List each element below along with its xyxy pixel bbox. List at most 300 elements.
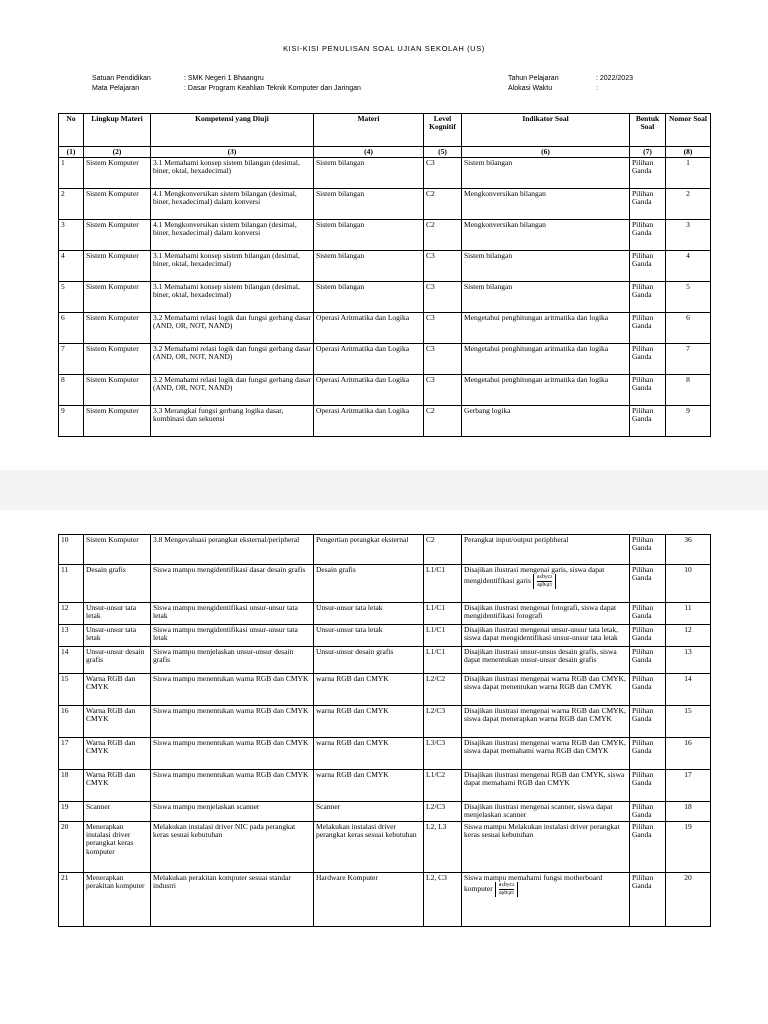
table-row — [59, 802, 711, 822]
cell-indikator — [462, 158, 630, 189]
cell-lingkup-text: Scanner — [86, 802, 111, 811]
cell-nomor — [666, 822, 711, 873]
cell-kompetensi — [151, 251, 314, 282]
cell-no — [59, 406, 84, 437]
cell-materi-text: Desain grafis — [316, 565, 356, 574]
cell-level-text: C2 — [426, 220, 435, 230]
cell-no-text: 13 — [61, 625, 69, 634]
cell-lingkup-text: Sistem Komputer — [86, 375, 139, 385]
meta-row-tahun — [508, 74, 633, 84]
cell-nomor — [666, 344, 711, 375]
cell-lingkup-text: Menerapkan instalasi driver perangkat keras komputer — [86, 822, 134, 856]
cell-no — [59, 738, 84, 770]
cell-no-text: 7 — [61, 344, 65, 354]
kisi-table-2 — [58, 534, 711, 927]
cell-nomor — [666, 625, 711, 647]
table-row — [59, 158, 711, 189]
cell-no-text: 20 — [61, 822, 69, 831]
meta-value: : Dasar Program Keahlian Teknik Komputer dan Jaringan — [184, 85, 361, 92]
cell-indikator — [462, 406, 630, 437]
cell-lingkup — [84, 674, 151, 706]
cell-materi — [314, 802, 424, 822]
cell-bentuk — [630, 565, 666, 603]
cell-bentuk-text: Pilihan Ganda — [632, 313, 654, 331]
cell-materi — [314, 313, 424, 344]
table-row — [59, 674, 711, 706]
cell-indikator-text: Siswa mampu Melakukan instalasi driver perangkat keras sesuai kebutuhan — [464, 822, 620, 840]
cell-bentuk-text: Pilihan Ganda — [632, 565, 654, 583]
table-row — [59, 873, 711, 927]
cell-lingkup-text: Warna RGB dan CMYK — [86, 706, 136, 724]
cell-level — [424, 625, 462, 647]
cell-kompetensi-text: Siswa mampu mengidentifikasi unsur-unsur tata letak — [153, 603, 298, 621]
cell-kompetensi-text: Siswa mampu mengidentifikasi unsur-unsur tata letak — [153, 625, 298, 643]
cell-indikator — [462, 344, 630, 375]
cell-nomor-text: 9 — [686, 406, 690, 416]
cell-no-text: 1 — [61, 158, 65, 168]
cell-indikator-text: Disajikan ilustrasi mengenai RGB dan CMYK, siswa dapat memahami RGB dan CMYK — [464, 770, 625, 788]
cell-no — [59, 822, 84, 873]
cell-kompetensi — [151, 406, 314, 437]
cell-no-text: 2 — [61, 189, 65, 199]
cell-no — [59, 158, 84, 189]
cell-nomor — [666, 647, 711, 674]
cell-bentuk-text: Pilihan Ganda — [632, 603, 654, 621]
cell-materi — [314, 674, 424, 706]
cell-indikator — [462, 873, 630, 927]
cell-no — [59, 220, 84, 251]
cell-nomor — [666, 535, 711, 565]
cell-level-text: C3 — [426, 344, 435, 354]
cell-nomor-text: 19 — [684, 822, 692, 831]
cell-bentuk — [630, 603, 666, 625]
cell-indikator-text: Mengetahui penghitungan aritmatika dan logika — [464, 375, 609, 385]
cell-no-text: 17 — [61, 738, 69, 747]
cell-materi-text: Sistem bilangan — [316, 282, 365, 292]
cell-kompetensi-text: 3.2 Memahami relasi logik dan fungsi gerbang dasar (AND, OR, NOT, NAND) — [153, 313, 311, 331]
cell-lingkup-text: Sistem Komputer — [86, 251, 139, 261]
cell-level — [424, 674, 462, 706]
cell-no-text: 12 — [61, 603, 69, 612]
cell-materi-text: warna RGB dan CMYK — [316, 770, 389, 779]
cell-lingkup — [84, 802, 151, 822]
cell-level — [424, 706, 462, 738]
table-row — [59, 406, 711, 437]
cell-nomor-text: 16 — [684, 738, 692, 747]
table-row — [59, 603, 711, 625]
table-row — [59, 625, 711, 647]
cell-level-text: L1/C1 — [426, 625, 446, 634]
cell-lingkup — [84, 344, 151, 375]
cell-kompetensi-text: 4.1 Mengkonversikan sistem bilangan (desimal, biner, hexadecimal) dalam konversi — [153, 220, 297, 238]
cell-no — [59, 873, 84, 927]
cell-nomor — [666, 603, 711, 625]
cell-indikator — [462, 220, 630, 251]
cell-bentuk — [630, 282, 666, 313]
col-header-bentuk: Bentuk Soal — [630, 114, 666, 147]
cell-no-text: 19 — [61, 802, 69, 811]
cell-kompetensi — [151, 770, 314, 802]
cell-lingkup — [84, 625, 151, 647]
table-row — [59, 647, 711, 674]
cell-materi-text: Melakukan instalasi driver perangkat keras sesuai kebutuhan — [316, 822, 417, 840]
cell-nomor-text: 4 — [686, 251, 690, 261]
formula-icon: $\frac{a^xb^yc^z}{a^pb^qc^r}$ — [495, 882, 519, 897]
cell-lingkup — [84, 375, 151, 406]
cell-lingkup-text: Warna RGB dan CMYK — [86, 738, 136, 756]
cell-bentuk — [630, 158, 666, 189]
table-row — [59, 738, 711, 770]
cell-no — [59, 535, 84, 565]
cell-lingkup — [84, 189, 151, 220]
cell-level — [424, 647, 462, 674]
cell-no — [59, 375, 84, 406]
cell-level — [424, 406, 462, 437]
table-row — [59, 220, 711, 251]
col-number: (5) — [424, 147, 462, 158]
cell-nomor-text: 2 — [686, 189, 690, 199]
table-header-row — [59, 114, 711, 147]
cell-indikator-text: Mengkonversikan bilangan — [464, 220, 546, 230]
cell-lingkup — [84, 603, 151, 625]
cell-indikator — [462, 625, 630, 647]
cell-indikator-text: Sistem bilangan — [464, 158, 513, 168]
cell-level — [424, 822, 462, 873]
cell-no — [59, 625, 84, 647]
cell-nomor-text: 6 — [686, 313, 690, 323]
cell-lingkup-text: Desain grafis — [86, 565, 126, 574]
cell-lingkup-text: Warna RGB dan CMYK — [86, 770, 136, 788]
cell-lingkup-text: Unsur-unsur tata letak — [86, 603, 137, 621]
cell-level — [424, 770, 462, 802]
cell-kompetensi-text: 3.1 Memahami konsep sistem bilangan (desimal, biner, oktal, hexadecimal) — [153, 158, 300, 176]
table-row — [59, 770, 711, 802]
cell-materi-text: Scanner — [316, 802, 341, 811]
cell-indikator — [462, 282, 630, 313]
cell-materi-text: warna RGB dan CMYK — [316, 738, 389, 747]
table-row — [59, 344, 711, 375]
meta-value: : SMK Negeri 1 Bhaangru — [184, 75, 264, 82]
cell-kompetensi — [151, 535, 314, 565]
cell-indikator — [462, 706, 630, 738]
cell-indikator-text: Disajikan ilustrasi mengenai scanner, siswa dapat menjelaskan scanner — [464, 802, 613, 820]
cell-level-text: L1/C1 — [426, 565, 446, 574]
cell-nomor-text: 12 — [684, 625, 692, 634]
cell-bentuk — [630, 625, 666, 647]
cell-lingkup — [84, 313, 151, 344]
cell-lingkup — [84, 158, 151, 189]
table-row — [59, 251, 711, 282]
cell-lingkup-text: Unsur-unsur tata letak — [86, 625, 137, 643]
col-number: (3) — [151, 147, 314, 158]
cell-kompetensi-text: 4.1 Mengkonversikan sistem bilangan (desimal, biner, hexadecimal) dalam konversi — [153, 189, 297, 207]
cell-bentuk-text: Pilihan Ganda — [632, 822, 654, 840]
cell-nomor — [666, 251, 711, 282]
cell-kompetensi-text: 3.2 Memahami relasi logik dan fungsi gerbang dasar (AND, OR, NOT, NAND) — [153, 375, 311, 393]
cell-materi — [314, 647, 424, 674]
cell-bentuk-text: Pilihan Ganda — [632, 647, 654, 665]
cell-materi-text: Unsur-unsur tata letak — [316, 603, 383, 612]
col-number: (2) — [84, 147, 151, 158]
cell-kompetensi — [151, 706, 314, 738]
cell-kompetensi — [151, 220, 314, 251]
table-row — [59, 313, 711, 344]
kisi-table-1 — [58, 113, 711, 437]
cell-no-text: 11 — [61, 565, 69, 574]
meta-left — [92, 74, 361, 94]
cell-no — [59, 603, 84, 625]
cell-materi-text: Sistem bilangan — [316, 251, 365, 261]
cell-no — [59, 313, 84, 344]
col-number: (4) — [314, 147, 424, 158]
cell-indikator — [462, 738, 630, 770]
cell-bentuk-text: Pilihan Ganda — [632, 738, 654, 756]
col-header-level: Level Kognitif — [424, 114, 462, 147]
cell-level-text: C2 — [426, 406, 435, 416]
cell-level-text: C3 — [426, 375, 435, 385]
cell-nomor-text: 7 — [686, 344, 690, 354]
cell-bentuk-text: Pilihan Ganda — [632, 706, 654, 724]
cell-indikator — [462, 674, 630, 706]
cell-nomor — [666, 189, 711, 220]
cell-no-text: 16 — [61, 706, 69, 715]
cell-materi-text: warna RGB dan CMYK — [316, 706, 389, 715]
cell-nomor-text: 3 — [686, 220, 690, 230]
cell-level — [424, 738, 462, 770]
cell-lingkup — [84, 406, 151, 437]
cell-kompetensi-text: Siswa mampu menentukan warna RGB dan CMYK — [153, 706, 309, 715]
cell-materi-text: Operasi Aritmatika dan Logika — [316, 313, 410, 323]
cell-kompetensi — [151, 158, 314, 189]
cell-kompetensi — [151, 625, 314, 647]
cell-kompetensi-text: Siswa mampu mengidentifikasi dasar desain grafis — [153, 565, 306, 574]
cell-bentuk-text: Pilihan Ganda — [632, 282, 654, 300]
cell-bentuk-text: Pilihan Ganda — [632, 770, 654, 788]
cell-no-text: 10 — [61, 535, 69, 544]
cell-bentuk — [630, 406, 666, 437]
cell-materi — [314, 344, 424, 375]
cell-lingkup-text: Unsur-unsur desain grafis — [86, 647, 145, 665]
cell-no-text: 9 — [61, 406, 65, 416]
cell-nomor — [666, 706, 711, 738]
col-header-indikator: Indikator Soal — [462, 114, 630, 147]
cell-lingkup — [84, 647, 151, 674]
cell-nomor — [666, 565, 711, 603]
cell-no — [59, 282, 84, 313]
cell-kompetensi-text: 3.1 Memahami konsep sistem bilangan (desimal, biner, oktal, hexadecimal) — [153, 251, 300, 269]
cell-indikator-text: Disajikan ilustrasi mengenai fotografi, siswa dapat mengidentifikasi fotografi — [464, 603, 617, 621]
cell-level — [424, 344, 462, 375]
cell-materi-text: Hardware Komputer — [316, 873, 378, 882]
cell-bentuk-text: Pilihan Ganda — [632, 674, 654, 692]
cell-kompetensi-text: Siswa mampu menentukan warna RGB dan CMYK — [153, 738, 309, 747]
cell-indikator-text: Disajikan ilustrasi mengenai unsur-unsur tata letak, siswa dapat mengidentifikasi unsur-unsur tata letak — [464, 625, 618, 643]
table-row — [59, 189, 711, 220]
cell-kompetensi — [151, 802, 314, 822]
cell-no-text: 15 — [61, 674, 69, 683]
cell-kompetensi — [151, 822, 314, 873]
col-number: (8) — [666, 147, 711, 158]
cell-kompetensi — [151, 189, 314, 220]
cell-lingkup — [84, 565, 151, 603]
cell-no — [59, 189, 84, 220]
cell-bentuk-text: Pilihan Ganda — [632, 375, 654, 393]
cell-kompetensi — [151, 674, 314, 706]
cell-nomor — [666, 282, 711, 313]
cell-kompetensi — [151, 375, 314, 406]
cell-lingkup-text: Sistem Komputer — [86, 220, 139, 230]
cell-bentuk-text: Pilihan Ganda — [632, 189, 654, 207]
col-header-nomor: Nomor Soal — [666, 114, 711, 147]
cell-bentuk-text: Pilihan Ganda — [632, 625, 654, 643]
cell-bentuk — [630, 189, 666, 220]
cell-level-text: L1/C1 — [426, 647, 446, 656]
cell-lingkup-text: Warna RGB dan CMYK — [86, 674, 136, 692]
cell-materi — [314, 189, 424, 220]
cell-materi — [314, 603, 424, 625]
cell-kompetensi-text: Melakukan perakitan komputer sesuai standar industri — [153, 873, 291, 891]
cell-indikator — [462, 603, 630, 625]
cell-bentuk — [630, 822, 666, 873]
cell-nomor-text: 13 — [684, 647, 692, 656]
cell-nomor — [666, 770, 711, 802]
meta-label: Mata Pelajaran — [92, 85, 140, 92]
cell-no — [59, 770, 84, 802]
cell-bentuk — [630, 802, 666, 822]
cell-no-text: 8 — [61, 375, 65, 385]
cell-kompetensi-text: Melakukan instalasi driver NIC pada perangkat keras sesuai kebutuhan — [153, 822, 296, 840]
cell-nomor — [666, 738, 711, 770]
meta-label: Tahun Pelajaran — [508, 75, 559, 82]
cell-materi-text: warna RGB dan CMYK — [316, 674, 389, 683]
cell-indikator-text: Disajikan ilustrasi mengenai warna RGB dan CMYK, siswa dapat memahami warna RGB dan CMYK — [464, 738, 626, 756]
cell-level — [424, 313, 462, 344]
cell-lingkup-text: Sistem Komputer — [86, 189, 139, 199]
cell-level-text: C3 — [426, 158, 435, 168]
cell-materi — [314, 565, 424, 603]
cell-bentuk — [630, 706, 666, 738]
cell-nomor-text: 17 — [684, 770, 692, 779]
cell-nomor-text: 11 — [684, 603, 692, 612]
cell-no-text: 21 — [61, 873, 69, 882]
cell-indikator-text: Disajikan ilustrasi mengenai garis, siswa dapat mengidentifikasi garis — [464, 565, 605, 586]
cell-indikator-text: Perangkat input/output periphheral — [464, 535, 569, 544]
cell-nomor-text: 10 — [684, 565, 692, 574]
cell-level-text: L2, L3 — [426, 822, 447, 831]
cell-kompetensi — [151, 565, 314, 603]
cell-indikator — [462, 822, 630, 873]
cell-level — [424, 282, 462, 313]
cell-materi-text: Sistem bilangan — [316, 189, 365, 199]
cell-bentuk — [630, 220, 666, 251]
cell-kompetensi — [151, 603, 314, 625]
cell-level — [424, 251, 462, 282]
col-number: (6) — [462, 147, 630, 158]
cell-indikator — [462, 770, 630, 802]
cell-indikator-text: Sistem bilangan — [464, 282, 513, 292]
cell-level-text: L2/C3 — [426, 706, 446, 715]
cell-kompetensi-text: 3.2 Memahami relasi logik dan fungsi gerbang dasar (AND, OR, NOT, NAND) — [153, 344, 311, 362]
cell-no — [59, 674, 84, 706]
cell-lingkup — [84, 706, 151, 738]
cell-materi-text: Operasi Aritmatika dan Logika — [316, 344, 410, 354]
document-title: KISI-KISI PENULISAN SOAL UJIAN SEKOLAH (US) — [283, 44, 485, 53]
meta-value: : 2022/2023 — [596, 75, 633, 82]
cell-materi-text: Sistem bilangan — [316, 220, 365, 230]
cell-no-text: 18 — [61, 770, 69, 779]
cell-lingkup-text: Sistem Komputer — [86, 344, 139, 354]
cell-bentuk-text: Pilihan Ganda — [632, 802, 654, 820]
cell-no — [59, 706, 84, 738]
cell-bentuk-text: Pilihan Ganda — [632, 220, 654, 238]
cell-materi — [314, 706, 424, 738]
cell-kompetensi — [151, 647, 314, 674]
table-body-2 — [59, 535, 711, 927]
cell-no — [59, 565, 84, 603]
cell-indikator-text: Disajikan ilustrasi unsur-unsus desain grafis, siswa dapat menentukan unsur-unsur desain grafis — [464, 647, 617, 665]
cell-materi — [314, 158, 424, 189]
cell-level — [424, 189, 462, 220]
cell-kompetensi — [151, 344, 314, 375]
table-row — [59, 822, 711, 873]
cell-kompetensi-text: Siswa mampu menentukan warna RGB dan CMYK — [153, 770, 309, 779]
col-header-kompetensi: Kompetensi yang Diuji — [151, 114, 314, 147]
cell-bentuk — [630, 251, 666, 282]
cell-level-text: L3/C3 — [426, 738, 446, 747]
cell-indikator-text: Sistem bilangan — [464, 251, 513, 261]
cell-indikator-text: Disajikan ilustrasi mengenai warna RGB dan CMYK, siswa dapat menentukan warna RGB dan CMYK — [464, 674, 626, 692]
cell-level — [424, 535, 462, 565]
cell-no — [59, 647, 84, 674]
cell-indikator-text: Mengetahui penghitungan aritmatika dan logika — [464, 313, 609, 323]
cell-nomor-text: 14 — [684, 674, 692, 683]
col-number: (1) — [59, 147, 84, 158]
cell-nomor — [666, 313, 711, 344]
cell-no — [59, 251, 84, 282]
cell-bentuk-text: Pilihan Ganda — [632, 873, 654, 891]
document-page-1 — [0, 0, 768, 470]
table-row — [59, 375, 711, 406]
cell-materi — [314, 822, 424, 873]
cell-materi — [314, 770, 424, 802]
cell-no-text: 4 — [61, 251, 65, 261]
cell-no — [59, 344, 84, 375]
cell-lingkup — [84, 282, 151, 313]
cell-lingkup-text: Menerapkan perakitan komputer — [86, 873, 145, 891]
cell-indikator-text: Disajikan ilustrasi mengenai warna RGB dan CMYK, siswa dapat menerapkan warna RGB dan CMYK — [464, 706, 626, 724]
cell-materi — [314, 220, 424, 251]
cell-materi — [314, 406, 424, 437]
cell-bentuk — [630, 674, 666, 706]
cell-bentuk — [630, 647, 666, 674]
cell-lingkup-text: Sistem Komputer — [86, 282, 139, 292]
table-row — [59, 706, 711, 738]
cell-level-text: C2 — [426, 189, 435, 199]
cell-level — [424, 565, 462, 603]
cell-level — [424, 603, 462, 625]
cell-lingkup-text: Sistem Komputer — [86, 406, 139, 416]
cell-nomor-text: 8 — [686, 375, 690, 385]
cell-materi-text: Unsur-unsur desain grafis — [316, 647, 394, 656]
cell-level-text: C3 — [426, 313, 435, 323]
formula-icon: $\frac{a^xb^yc^z}{a^pb^qc^r}$ — [533, 574, 557, 589]
cell-nomor-text: 36 — [684, 535, 692, 544]
table-row — [59, 535, 711, 565]
cell-bentuk-text: Pilihan Ganda — [632, 251, 654, 269]
cell-lingkup — [84, 738, 151, 770]
cell-no-text: 3 — [61, 220, 65, 230]
cell-no-text: 6 — [61, 313, 65, 323]
